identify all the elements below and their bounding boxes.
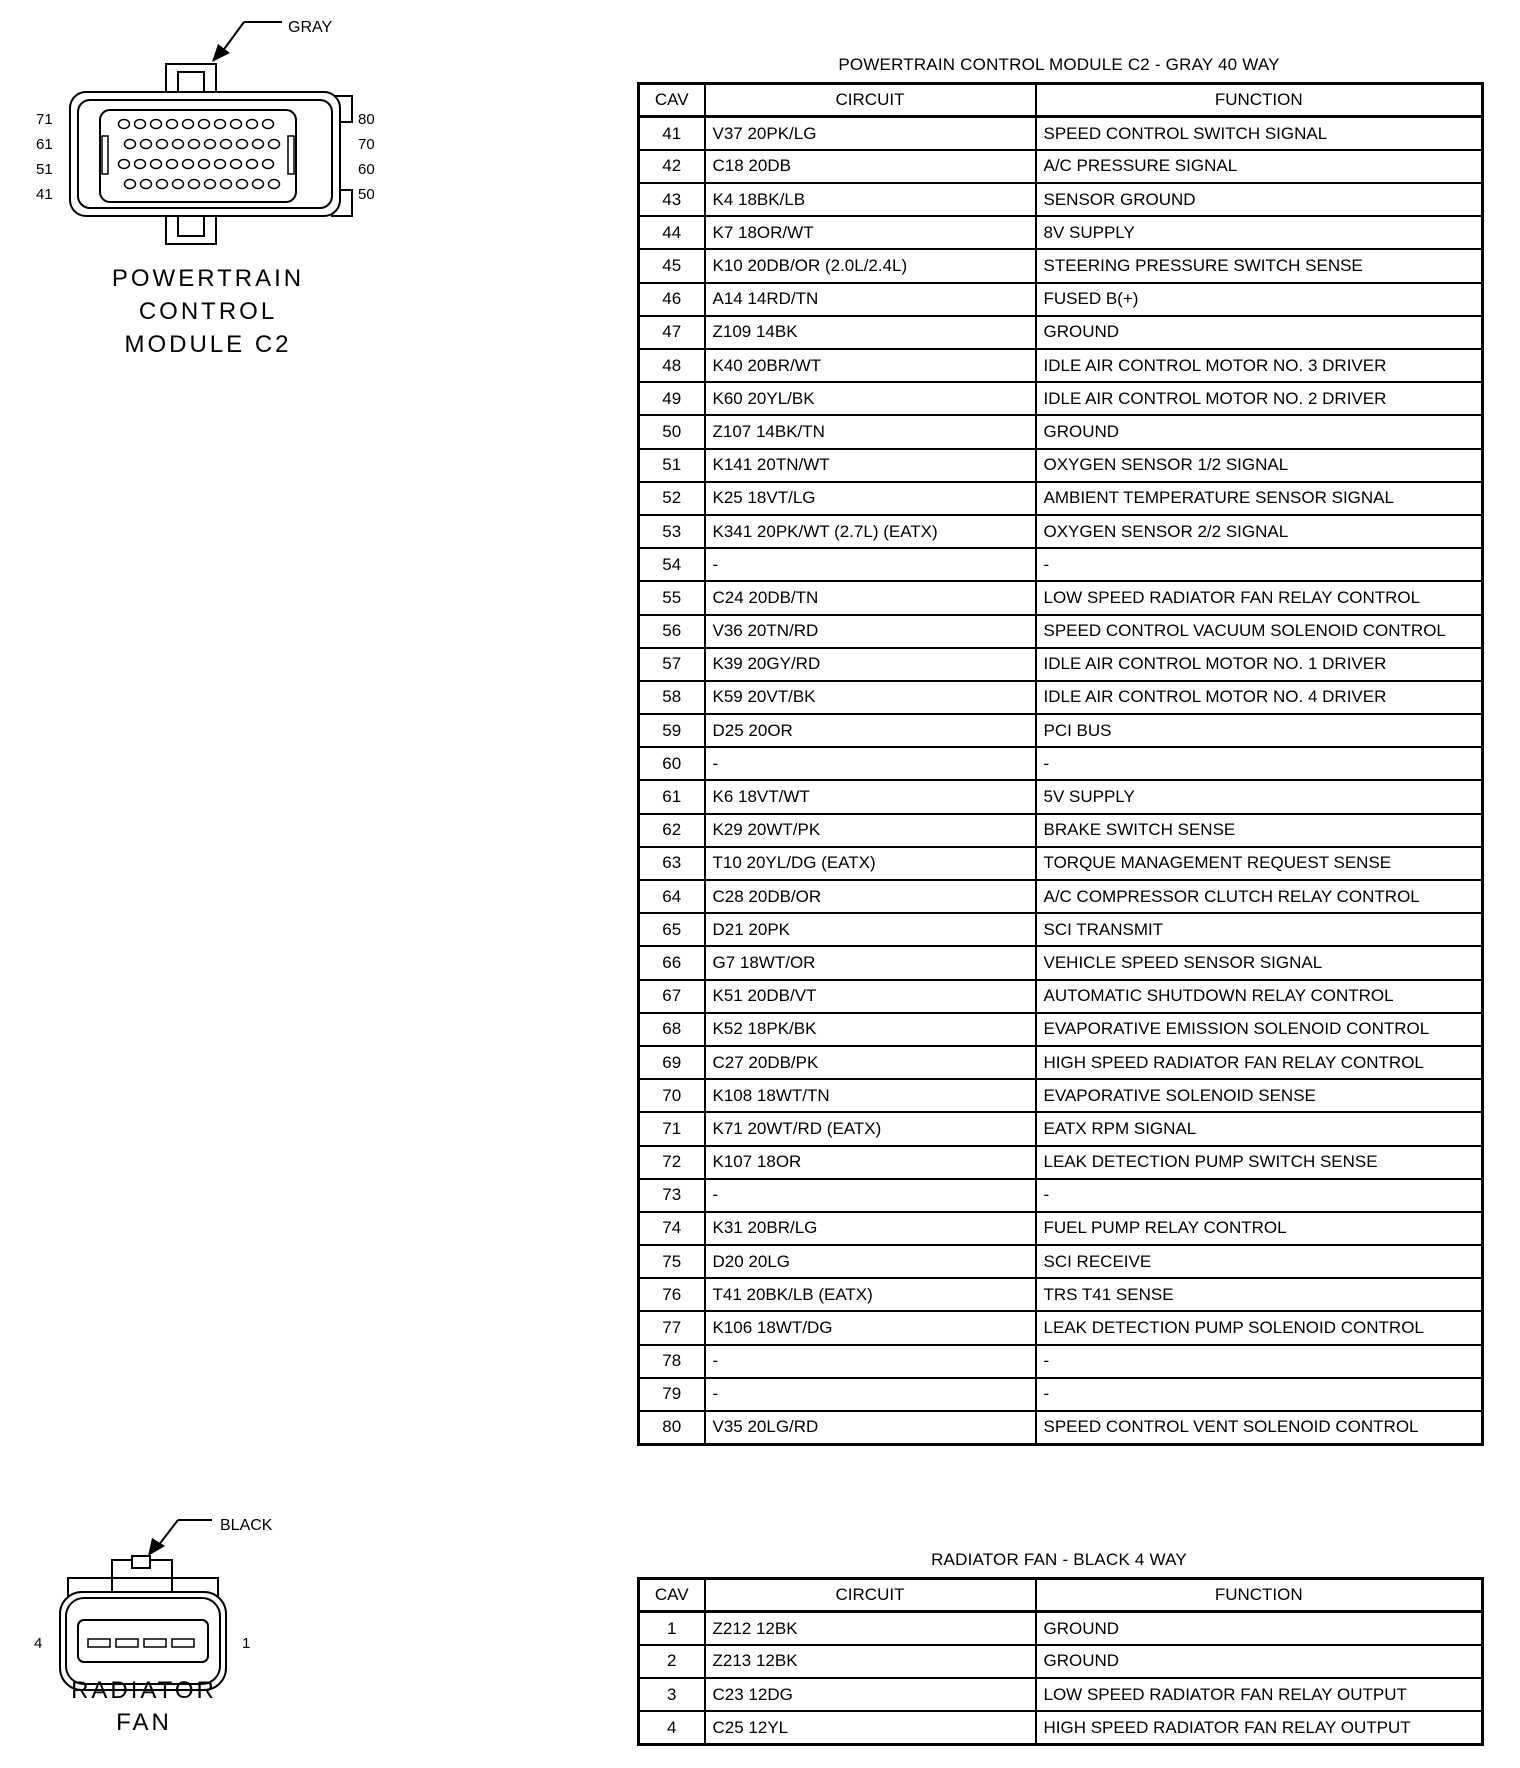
cell-cav: 44 [639,216,705,249]
table-header-row [639,84,1483,117]
cell-circuit: C28 20DB/OR [705,880,1036,913]
cell-cav: 65 [639,913,705,946]
cell-cav: 48 [639,349,705,382]
table-row [639,615,1483,648]
pcm-pin-label-60: 60 [358,161,375,178]
cell-circuit: C25 12YL [705,1711,1036,1744]
cell-circuit: K341 20PK/WT (2.7L) (EATX) [705,515,1036,548]
cell-function: SENSOR GROUND [1036,183,1483,216]
cell-circuit: K6 18VT/WT [705,780,1036,813]
cell-function: SCI TRANSMIT [1036,913,1483,946]
cell-cav: 76 [639,1278,705,1311]
cell-cav: 67 [639,980,705,1013]
table-row [639,1678,1483,1711]
table-row [639,1245,1483,1278]
table-row [639,648,1483,681]
cell-cav: 71 [639,1112,705,1145]
table-row [639,150,1483,183]
cell-cav: 56 [639,615,705,648]
cell-function: A/C COMPRESSOR CLUTCH RELAY CONTROL [1036,880,1483,913]
column-header-circuit: CIRCUIT [705,84,1036,117]
table-row [639,1212,1483,1245]
cell-circuit: K108 18WT/TN [705,1079,1036,1112]
cell-cav: 50 [639,415,705,448]
table-row [639,581,1483,614]
cell-cav: 66 [639,946,705,979]
table-row [639,880,1483,913]
cell-cav: 45 [639,249,705,282]
cell-function: TORQUE MANAGEMENT REQUEST SENSE [1036,847,1483,880]
cell-cav: 46 [639,283,705,316]
table-row [639,1112,1483,1145]
cell-circuit: K59 20VT/BK [705,681,1036,714]
cell-cav: 69 [639,1046,705,1079]
table-row [639,681,1483,714]
table-row [639,1711,1483,1744]
cell-function: PCI BUS [1036,714,1483,747]
cell-circuit: K141 20TN/WT [705,449,1036,482]
cell-cav: 59 [639,714,705,747]
table-row [639,117,1483,150]
table-row [639,780,1483,813]
cell-function: GROUND [1036,1612,1483,1645]
cell-cav: 64 [639,880,705,913]
table-row [639,1146,1483,1179]
cell-function: AMBIENT TEMPERATURE SENSOR SIGNAL [1036,482,1483,515]
table-row [639,216,1483,249]
cell-cav: 75 [639,1245,705,1278]
table-row [639,747,1483,780]
cell-function: IDLE AIR CONTROL MOTOR NO. 1 DRIVER [1036,648,1483,681]
cell-cav: 43 [639,183,705,216]
column-header-circuit: CIRCUIT [705,1579,1036,1612]
cell-function: - [1036,1179,1483,1212]
cell-function: HIGH SPEED RADIATOR FAN RELAY CONTROL [1036,1046,1483,1079]
cell-cav: 79 [639,1378,705,1411]
fan-connector-diagram [0,1500,300,1768]
cell-circuit: Z212 12BK [705,1612,1036,1645]
cell-cav: 61 [639,780,705,813]
cell-function: EVAPORATIVE SOLENOID SENSE [1036,1079,1483,1112]
cell-function: - [1036,548,1483,581]
cell-function: A/C PRESSURE SIGNAL [1036,150,1483,183]
cell-cav: 55 [639,581,705,614]
pcm-pin-label-70: 70 [358,136,375,153]
cell-cav: 51 [639,449,705,482]
cell-function: - [1036,747,1483,780]
pcm-pin-label-80: 80 [358,111,375,128]
cell-circuit: K106 18WT/DG [705,1311,1036,1344]
cell-circuit: T41 20BK/LB (EATX) [705,1278,1036,1311]
cell-function: - [1036,1378,1483,1411]
pcm-pin-label-71: 71 [36,111,53,128]
column-header-function: FUNCTION [1036,1579,1483,1612]
table-row [639,1345,1483,1378]
cell-cav: 54 [639,548,705,581]
cell-circuit: K7 18OR/WT [705,216,1036,249]
cell-circuit: Z107 14BK/TN [705,415,1036,448]
cell-circuit: C27 20DB/PK [705,1046,1036,1079]
cell-circuit: K51 20DB/VT [705,980,1036,1013]
fan-color-label: BLACK [220,1517,273,1534]
table-row [639,1079,1483,1112]
cell-cav: 2 [639,1645,705,1678]
fan-name-line-2: FAN [116,1709,172,1736]
cell-circuit: K71 20WT/RD (EATX) [705,1112,1036,1145]
cell-function: FUSED B(+) [1036,283,1483,316]
cell-cav: 57 [639,648,705,681]
cell-function: STEERING PRESSURE SWITCH SENSE [1036,249,1483,282]
cell-function: BRAKE SWITCH SENSE [1036,814,1483,847]
cell-function: LOW SPEED RADIATOR FAN RELAY OUTPUT [1036,1678,1483,1711]
cell-circuit: A14 14RD/TN [705,283,1036,316]
table-row [639,1013,1483,1046]
cell-function: SPEED CONTROL VENT SOLENOID CONTROL [1036,1411,1483,1444]
cell-circuit: K40 20BR/WT [705,349,1036,382]
table-row [639,449,1483,482]
cell-circuit: - [705,548,1036,581]
cell-circuit: Z213 12BK [705,1645,1036,1678]
fan-table-title: RADIATOR FAN - BLACK 4 WAY [931,1550,1187,1569]
cell-circuit: V37 20PK/LG [705,117,1036,150]
cell-circuit: - [705,1378,1036,1411]
table-row [639,814,1483,847]
table-row [639,548,1483,581]
cell-function: 5V SUPPLY [1036,780,1483,813]
pcm-connector-diagram [0,0,400,380]
cell-cav: 42 [639,150,705,183]
pcm-color-label: GRAY [288,19,333,36]
cell-function: - [1036,1345,1483,1378]
fan-pin-label-1: 1 [242,1635,251,1652]
cell-cav: 49 [639,382,705,415]
cell-cav: 68 [639,1013,705,1046]
table-row [639,1612,1483,1645]
table-row [639,249,1483,282]
cell-circuit: K52 18PK/BK [705,1013,1036,1046]
pcm-table-title: POWERTRAIN CONTROL MODULE C2 - GRAY 40 WAY [838,55,1280,74]
table-row [639,1411,1483,1444]
cell-function: EATX RPM SIGNAL [1036,1112,1483,1145]
cell-circuit: C23 12DG [705,1678,1036,1711]
column-header-cav: CAV [639,84,705,117]
cell-circuit: - [705,1179,1036,1212]
cell-function: EVAPORATIVE EMISSION SOLENOID CONTROL [1036,1013,1483,1046]
table-row [639,349,1483,382]
table-row [639,913,1483,946]
table-row [639,316,1483,349]
cell-cav: 78 [639,1345,705,1378]
cell-cav: 41 [639,117,705,150]
cell-function: FUEL PUMP RELAY CONTROL [1036,1212,1483,1245]
column-header-cav: CAV [639,1579,705,1612]
cell-circuit: C24 20DB/TN [705,581,1036,614]
cell-function: SPEED CONTROL VACUUM SOLENOID CONTROL [1036,615,1483,648]
cell-function: GROUND [1036,1645,1483,1678]
cell-circuit: - [705,1345,1036,1378]
cell-cav: 73 [639,1179,705,1212]
cell-cav: 62 [639,814,705,847]
pcm-pin-label-50: 50 [358,186,375,203]
cell-cav: 1 [639,1612,705,1645]
cell-function: LEAK DETECTION PUMP SWITCH SENSE [1036,1146,1483,1179]
cell-circuit: Z109 14BK [705,316,1036,349]
cell-function: GROUND [1036,415,1483,448]
cell-circuit: G7 18WT/OR [705,946,1036,979]
cell-cav: 3 [639,1678,705,1711]
cell-function: IDLE AIR CONTROL MOTOR NO. 4 DRIVER [1036,681,1483,714]
cell-circuit: K107 18OR [705,1146,1036,1179]
cell-function: 8V SUPPLY [1036,216,1483,249]
fan-name-line-1: RADIATOR [71,1677,217,1704]
cell-circuit: T10 20YL/DG (EATX) [705,847,1036,880]
cell-circuit: K31 20BR/LG [705,1212,1036,1245]
cell-cav: 63 [639,847,705,880]
table-row [639,382,1483,415]
cell-function: IDLE AIR CONTROL MOTOR NO. 2 DRIVER [1036,382,1483,415]
cell-function: LEAK DETECTION PUMP SOLENOID CONTROL [1036,1311,1483,1344]
cell-circuit: C18 20DB [705,150,1036,183]
fan-pinout-table [637,1577,1484,1746]
cell-function: TRS T41 SENSE [1036,1278,1483,1311]
cell-circuit: K39 20GY/RD [705,648,1036,681]
cell-circuit: D25 20OR [705,714,1036,747]
table-row [639,1179,1483,1212]
table-row [639,482,1483,515]
cell-cav: 72 [639,1146,705,1179]
table-row [639,1046,1483,1079]
table-row [639,847,1483,880]
table-row [639,1645,1483,1678]
cell-cav: 70 [639,1079,705,1112]
cell-circuit: K29 20WT/PK [705,814,1036,847]
column-header-function: FUNCTION [1036,84,1483,117]
cell-cav: 52 [639,482,705,515]
cell-circuit: V35 20LG/RD [705,1411,1036,1444]
cell-circuit: V36 20TN/RD [705,615,1036,648]
pcm-pinout-table [637,82,1484,1446]
table-row [639,1278,1483,1311]
table-row [639,980,1483,1013]
cell-function: IDLE AIR CONTROL MOTOR NO. 3 DRIVER [1036,349,1483,382]
cell-circuit: K4 18BK/LB [705,183,1036,216]
cell-cav: 47 [639,316,705,349]
cell-function: GROUND [1036,316,1483,349]
cell-function: AUTOMATIC SHUTDOWN RELAY CONTROL [1036,980,1483,1013]
table-row [639,515,1483,548]
cell-function: VEHICLE SPEED SENSOR SIGNAL [1036,946,1483,979]
cell-cav: 53 [639,515,705,548]
cell-cav: 4 [639,1711,705,1744]
cell-function: SPEED CONTROL SWITCH SIGNAL [1036,117,1483,150]
cell-circuit: - [705,747,1036,780]
pcm-name-line-1: POWERTRAIN [111,265,305,292]
cell-cav: 80 [639,1411,705,1444]
cell-circuit: K10 20DB/OR (2.0L/2.4L) [705,249,1036,282]
cell-cav: 77 [639,1311,705,1344]
cell-function: HIGH SPEED RADIATOR FAN RELAY OUTPUT [1036,1711,1483,1744]
pcm-pin-label-51: 51 [36,161,53,178]
table-row [639,183,1483,216]
table-row [639,415,1483,448]
table-header-row [639,1579,1483,1612]
cell-cav: 74 [639,1212,705,1245]
pcm-name-line-2: CONTROL [138,298,278,325]
table-row [639,1378,1483,1411]
table-row [639,283,1483,316]
cell-cav: 60 [639,747,705,780]
table-row [639,946,1483,979]
table-row [639,714,1483,747]
cell-circuit: K60 20YL/BK [705,382,1036,415]
cell-cav: 58 [639,681,705,714]
pcm-pin-label-41: 41 [36,186,53,203]
cell-function: OXYGEN SENSOR 2/2 SIGNAL [1036,515,1483,548]
cell-circuit: K25 18VT/LG [705,482,1036,515]
cell-function: OXYGEN SENSOR 1/2 SIGNAL [1036,449,1483,482]
fan-pin-label-4: 4 [34,1635,43,1652]
cell-function: SCI RECEIVE [1036,1245,1483,1278]
pcm-name-line-3: MODULE C2 [124,331,292,358]
pcm-pin-label-61: 61 [36,136,53,153]
cell-circuit: D21 20PK [705,913,1036,946]
cell-circuit: D20 20LG [705,1245,1036,1278]
table-row [639,1311,1483,1344]
cell-function: LOW SPEED RADIATOR FAN RELAY CONTROL [1036,581,1483,614]
